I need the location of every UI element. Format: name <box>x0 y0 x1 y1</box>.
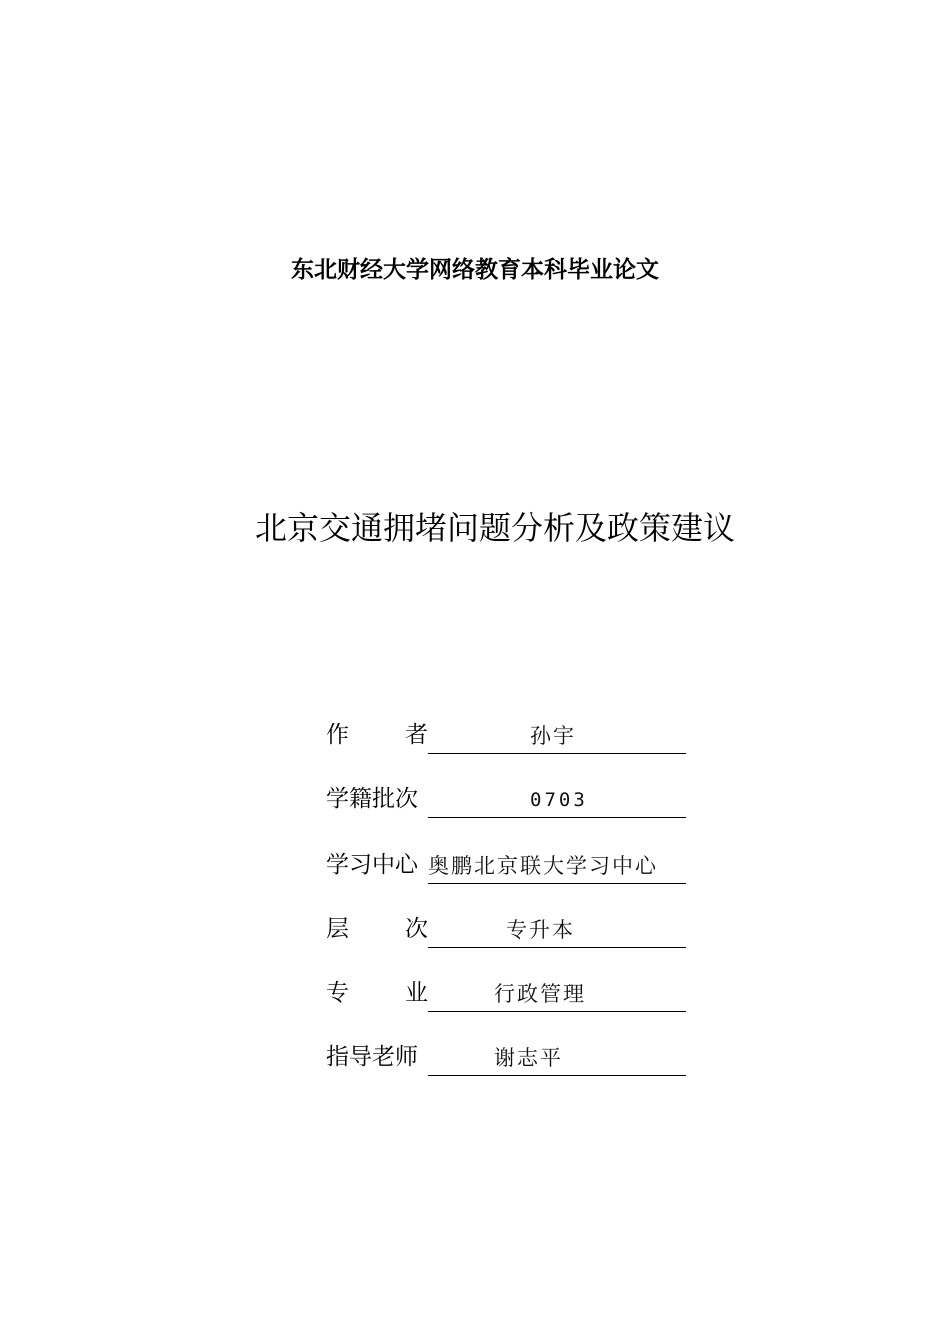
level-value: 专升本 <box>506 918 575 942</box>
learning-center-field <box>428 851 686 884</box>
learning-center-value: 奥鹏北京联大学习中心 <box>428 854 658 878</box>
advisor-label: 指导老师 <box>326 1044 418 1070</box>
author-label <box>326 720 428 750</box>
major-value: 行政管理 <box>494 982 586 1006</box>
level-label <box>326 914 428 944</box>
batch-row <box>326 782 686 818</box>
author-value: 孙宇 <box>530 724 576 748</box>
author-label-char-2: 者 <box>405 722 428 748</box>
level-label-char-2: 次 <box>405 916 428 942</box>
level-field <box>428 915 686 948</box>
advisor-value: 谢志平 <box>494 1046 563 1070</box>
major-field <box>428 979 686 1012</box>
thesis-title: 北京交通拥堵问题分析及政策建议 <box>254 509 735 547</box>
author-row <box>326 718 686 754</box>
author-label-char-1: 作 <box>326 722 349 748</box>
major-row <box>326 976 686 1012</box>
batch-value: 0703 <box>530 789 588 811</box>
major-label-char-2: 业 <box>405 980 428 1006</box>
advisor-row <box>326 1040 686 1076</box>
batch-field <box>428 785 686 818</box>
major-label-char-1: 专 <box>326 980 349 1006</box>
learning-center-label: 学习中心 <box>326 852 418 878</box>
university-title: 东北财经大学网络教育本科毕业论文 <box>291 257 659 283</box>
batch-label: 学籍批次 <box>326 786 418 812</box>
author-field <box>428 721 686 754</box>
level-row <box>326 912 686 948</box>
major-label <box>326 978 428 1008</box>
level-label-char-1: 层 <box>326 916 349 942</box>
advisor-field <box>428 1043 686 1076</box>
learning-center-row <box>326 848 686 884</box>
